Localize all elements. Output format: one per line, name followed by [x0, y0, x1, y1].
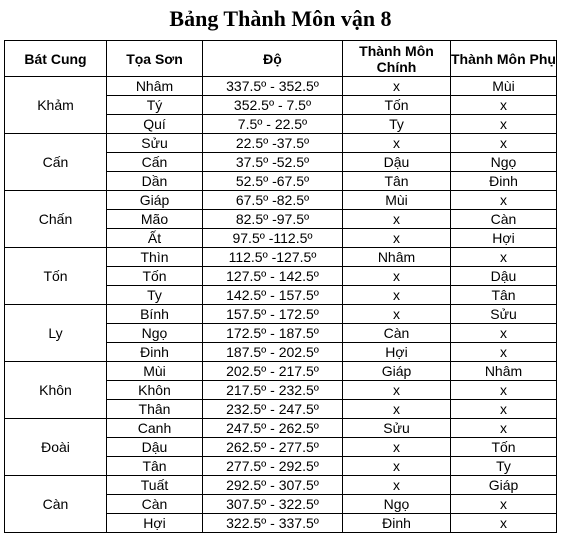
- table-row: [5, 476, 557, 495]
- thanh-mon-chinh-cell: Hợi: [343, 343, 451, 362]
- thanh-mon-phu-cell: x: [451, 381, 557, 400]
- thanh-mon-phu-cell: x: [451, 419, 557, 438]
- thanh-mon-chinh-cell: Tốn: [343, 96, 451, 115]
- thanh-mon-phu-cell: x: [451, 514, 557, 533]
- thanh-mon-chinh-cell: Giáp: [343, 362, 451, 381]
- thanh-mon-chinh-cell: Nhâm: [343, 248, 451, 267]
- toa-son-cell: Dậu: [107, 438, 203, 457]
- toa-son-cell: Thân: [107, 400, 203, 419]
- toa-son-cell: Dần: [107, 172, 203, 191]
- bat-cung-cell: Tốn: [5, 248, 107, 305]
- thanh-mon-chinh-cell: x: [343, 381, 451, 400]
- thanh-mon-phu-cell: Tân: [451, 286, 557, 305]
- thanh-mon-table: [4, 40, 557, 533]
- toa-son-cell: Càn: [107, 495, 203, 514]
- thanh-mon-phu-cell: x: [451, 248, 557, 267]
- toa-son-cell: Hợi: [107, 514, 203, 533]
- toa-son-cell: Mão: [107, 210, 203, 229]
- thanh-mon-chinh-cell: Sửu: [343, 419, 451, 438]
- thanh-mon-chinh-cell: x: [343, 77, 451, 96]
- table-row: [5, 419, 557, 438]
- thanh-mon-chinh-cell: Dậu: [343, 153, 451, 172]
- do-cell: 307.5º - 322.5º: [203, 495, 343, 514]
- table-row: [5, 134, 557, 153]
- toa-son-cell: Bính: [107, 305, 203, 324]
- thanh-mon-phu-cell: Đinh: [451, 172, 557, 191]
- table-row: [5, 191, 557, 210]
- thanh-mon-chinh-cell: Ngọ: [343, 495, 451, 514]
- header-bat-cung: Bát Cung: [5, 41, 107, 77]
- thanh-mon-phu-cell: x: [451, 400, 557, 419]
- toa-son-cell: Mùi: [107, 362, 203, 381]
- thanh-mon-phu-cell: Giáp: [451, 476, 557, 495]
- bat-cung-cell: Khôn: [5, 362, 107, 419]
- toa-son-cell: Ty: [107, 286, 203, 305]
- toa-son-cell: Tuất: [107, 476, 203, 495]
- thanh-mon-phu-cell: x: [451, 96, 557, 115]
- toa-son-cell: Tân: [107, 457, 203, 476]
- thanh-mon-phu-cell: Dậu: [451, 267, 557, 286]
- do-cell: 82.5º -97.5º: [203, 210, 343, 229]
- toa-son-cell: Khôn: [107, 381, 203, 400]
- do-cell: 157.5º - 172.5º: [203, 305, 343, 324]
- do-cell: 202.5º - 217.5º: [203, 362, 343, 381]
- thanh-mon-phu-cell: x: [451, 324, 557, 343]
- thanh-mon-chinh-cell: x: [343, 134, 451, 153]
- thanh-mon-chinh-cell: x: [343, 286, 451, 305]
- thanh-mon-phu-cell: x: [451, 191, 557, 210]
- do-cell: 7.5º - 22.5º: [203, 115, 343, 134]
- toa-son-cell: Ngọ: [107, 324, 203, 343]
- do-cell: 172.5º - 187.5º: [203, 324, 343, 343]
- toa-son-cell: Giáp: [107, 191, 203, 210]
- thanh-mon-chinh-cell: x: [343, 210, 451, 229]
- toa-son-cell: Cấn: [107, 153, 203, 172]
- header-row: [5, 41, 557, 77]
- do-cell: 217.5º - 232.5º: [203, 381, 343, 400]
- toa-son-cell: Sửu: [107, 134, 203, 153]
- table-row: [5, 305, 557, 324]
- do-cell: 67.5º -82.5º: [203, 191, 343, 210]
- toa-son-cell: Tốn: [107, 267, 203, 286]
- table-body: [5, 77, 557, 533]
- bat-cung-cell: Càn: [5, 476, 107, 533]
- do-cell: 277.5º - 292.5º: [203, 457, 343, 476]
- do-cell: 322.5º - 337.5º: [203, 514, 343, 533]
- thanh-mon-phu-cell: Mùi: [451, 77, 557, 96]
- thanh-mon-chinh-cell: x: [343, 457, 451, 476]
- thanh-mon-phu-cell: Sửu: [451, 305, 557, 324]
- do-cell: 187.5º - 202.5º: [203, 343, 343, 362]
- toa-son-cell: Nhâm: [107, 77, 203, 96]
- do-cell: 37.5º -52.5º: [203, 153, 343, 172]
- thanh-mon-phu-cell: x: [451, 115, 557, 134]
- header-do: Độ: [203, 41, 343, 77]
- bat-cung-cell: Đoài: [5, 419, 107, 476]
- do-cell: 262.5º - 277.5º: [203, 438, 343, 457]
- thanh-mon-phu-cell: Ngọ: [451, 153, 557, 172]
- thanh-mon-chinh-cell: Đinh: [343, 514, 451, 533]
- thanh-mon-chinh-cell: Mùi: [343, 191, 451, 210]
- bat-cung-cell: Ly: [5, 305, 107, 362]
- bat-cung-cell: Chấn: [5, 191, 107, 248]
- toa-son-cell: Thìn: [107, 248, 203, 267]
- thanh-mon-chinh-cell: x: [343, 438, 451, 457]
- thanh-mon-chinh-cell: x: [343, 229, 451, 248]
- do-cell: 22.5º -37.5º: [203, 134, 343, 153]
- thanh-mon-phu-cell: x: [451, 134, 557, 153]
- do-cell: 232.5º - 247.5º: [203, 400, 343, 419]
- header-thanh-mon-phu: Thành Môn Phụ: [451, 41, 557, 77]
- toa-son-cell: Ất: [107, 229, 203, 248]
- do-cell: 127.5º - 142.5º: [203, 267, 343, 286]
- table-row: [5, 248, 557, 267]
- bat-cung-cell: Cấn: [5, 134, 107, 191]
- toa-son-cell: Tý: [107, 96, 203, 115]
- do-cell: 52.5º -67.5º: [203, 172, 343, 191]
- toa-son-cell: Quí: [107, 115, 203, 134]
- page-title: Bảng Thành Môn vận 8: [169, 6, 392, 31]
- bat-cung-cell: Khảm: [5, 77, 107, 134]
- toa-son-cell: Canh: [107, 419, 203, 438]
- thanh-mon-phu-cell: Nhâm: [451, 362, 557, 381]
- thanh-mon-phu-cell: Ty: [451, 457, 557, 476]
- thanh-mon-chinh-cell: Ty: [343, 115, 451, 134]
- do-cell: 97.5º -112.5º: [203, 229, 343, 248]
- thanh-mon-chinh-cell: Càn: [343, 324, 451, 343]
- do-cell: 352.5º - 7.5º: [203, 96, 343, 115]
- thanh-mon-phu-cell: Hợi: [451, 229, 557, 248]
- thanh-mon-phu-cell: x: [451, 495, 557, 514]
- do-cell: 142.5º - 157.5º: [203, 286, 343, 305]
- header-thanh-mon-chinh: Thành Môn Chính: [343, 41, 451, 77]
- table-row: [5, 362, 557, 381]
- thanh-mon-chinh-cell: Tân: [343, 172, 451, 191]
- table-row: [5, 77, 557, 96]
- header-toa-son: Tọa Sơn: [107, 41, 203, 77]
- do-cell: 292.5º - 307.5º: [203, 476, 343, 495]
- do-cell: 247.5º - 262.5º: [203, 419, 343, 438]
- thanh-mon-phu-cell: x: [451, 343, 557, 362]
- toa-son-cell: Đinh: [107, 343, 203, 362]
- thanh-mon-phu-cell: Tốn: [451, 438, 557, 457]
- do-cell: 112.5º -127.5º: [203, 248, 343, 267]
- thanh-mon-phu-cell: Càn: [451, 210, 557, 229]
- thanh-mon-chinh-cell: x: [343, 400, 451, 419]
- thanh-mon-chinh-cell: x: [343, 476, 451, 495]
- do-cell: 337.5º - 352.5º: [203, 77, 343, 96]
- thanh-mon-chinh-cell: x: [343, 267, 451, 286]
- thanh-mon-chinh-cell: x: [343, 305, 451, 324]
